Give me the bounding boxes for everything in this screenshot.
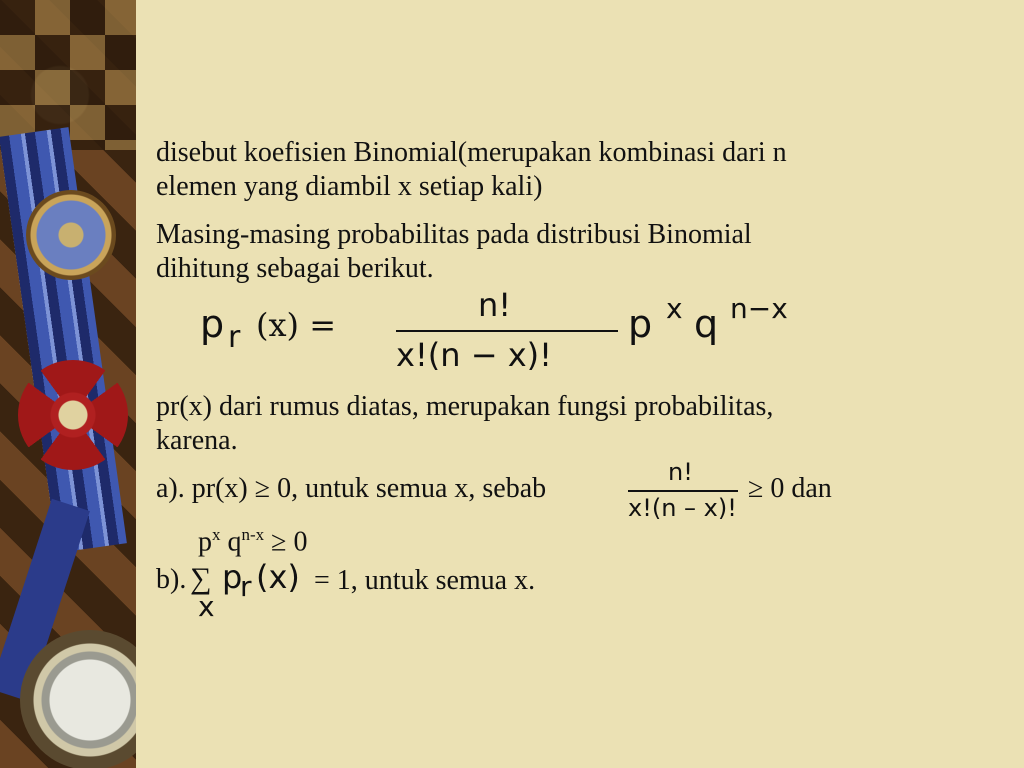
item-a-second-line (198, 518, 308, 559)
item-a2-q: q (227, 526, 242, 558)
text-line-4: dihitung sebagai berikut. (156, 253, 434, 284)
item-b-p: p (222, 558, 243, 596)
formula-q: q (694, 302, 719, 346)
item-a-suffix: ≥ 0 dan (748, 473, 832, 504)
item-a-denominator: x!(n – x)! (628, 494, 737, 522)
item-a-fraction (628, 458, 740, 528)
item-a-fraction-bar (628, 490, 738, 492)
formula-numerator: n! (478, 286, 512, 324)
item-a2-rest: ≥ 0 (271, 526, 308, 558)
item-a-numerator: n! (668, 458, 693, 486)
item-a2-p: p (198, 526, 212, 558)
text-line-6: karena. (156, 425, 238, 456)
text-line-1: disebut koefisien Binomial(merupakan kombinasi dari n (156, 137, 787, 168)
item-b-arg: (x) (256, 558, 300, 596)
item-b-sum-variable: x (198, 590, 215, 623)
text-line-3: Masing-masing probabilitas pada distribusi Binomial (156, 219, 752, 250)
formula-fraction-bar (396, 330, 618, 332)
formula-lhs-p: p (200, 302, 225, 346)
formula-p-exponent: x (666, 292, 683, 325)
formula-p: p (628, 302, 653, 346)
item-b-prefix: b). (156, 564, 187, 595)
formula-q-exponent: n−x (730, 292, 788, 325)
formula-lhs-arg: (x) = (256, 306, 336, 344)
text-line-5: pr(x) dari rumus diatas, merupakan fungsi probabilitas, (156, 391, 774, 422)
binomial-formula (200, 286, 840, 380)
item-b-suffix: = 1, untuk semua x. (314, 565, 536, 596)
text-line-2: elemen yang diambil x setiap kali) (156, 171, 543, 202)
decorative-sidebar-image (0, 0, 136, 768)
formula-lhs-sub: r (228, 320, 241, 355)
item-a2-q-exponent: n-x (241, 525, 265, 544)
item-a-text: a). pr(x) ≥ 0, untuk semua x, sebab (156, 473, 547, 504)
sigma-icon: ∑ (190, 562, 212, 595)
formula-denominator: x!(n − x)! (396, 336, 552, 374)
item-b-sub: r (240, 570, 252, 603)
item-b-sum-expression (156, 560, 316, 630)
item-a2-p-exponent: x (212, 525, 221, 544)
cross-medal (18, 360, 128, 470)
ribbon-rosette (26, 190, 116, 280)
